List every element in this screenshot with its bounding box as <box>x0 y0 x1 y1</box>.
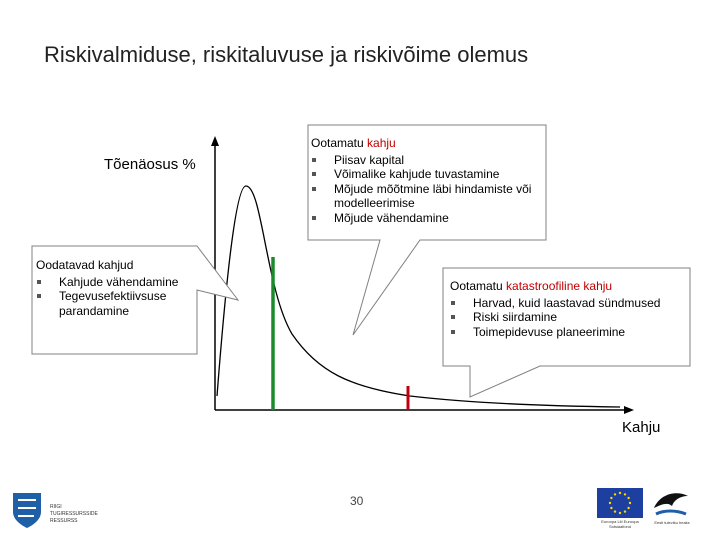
callout-heading: Ootamatu kahju <box>311 136 396 150</box>
slide-title: Riskivalmiduse, riskitaluvuse ja riskivõime olemus <box>44 42 529 67</box>
estonia-caption: Eesti tuleviku heaks <box>654 520 690 525</box>
expected-losses-callout <box>36 258 236 318</box>
estonian-coat-of-arms-icon <box>10 490 44 530</box>
page-number: 30 <box>350 494 364 508</box>
estonia-brand-logo <box>650 486 692 528</box>
list-item: Riski siirdamine <box>450 310 680 325</box>
list-item: Mõjude mõõtmine läbi hindamiste või modelleerimise <box>311 182 533 211</box>
callout-heading: Ootamatu katastroofiline kahju <box>450 279 613 293</box>
callout-list <box>311 153 533 226</box>
organization-logo <box>10 490 100 530</box>
eu-caption: Euroopa Liit Euroopa Sotsiaalfond <box>601 519 639 529</box>
callout-heading: Oodatavad kahjud <box>36 258 134 272</box>
swallow-icon <box>650 486 692 520</box>
y-axis-label: Tõenäosus % <box>104 156 196 173</box>
x-axis-label: Kahju <box>622 419 661 436</box>
callout-list <box>36 275 236 319</box>
callout-list <box>450 296 680 340</box>
list-item: Mõjude vähendamine <box>311 211 533 226</box>
list-item: Võimalike kahjude tuvastamine <box>311 167 533 182</box>
list-item: Piisav kapital <box>311 153 533 168</box>
list-item: Kahjude vähendamine <box>36 275 236 290</box>
y-axis-arrow <box>211 136 219 146</box>
x-axis-arrow <box>624 406 634 414</box>
list-item: Tegevusefektiivsuse parandamine <box>36 289 236 318</box>
list-item: Toimepidevuse planeerimine <box>450 325 680 340</box>
unexpected-loss-callout <box>311 136 533 225</box>
organization-name: RIIGI TUGIRESSURSSIDE RESSURSS <box>50 504 98 524</box>
catastrophic-loss-callout <box>450 279 680 339</box>
eu-logo <box>597 488 643 528</box>
eu-flag-icon <box>597 488 643 518</box>
list-item: Harvad, kuid laastavad sündmused <box>450 296 680 311</box>
